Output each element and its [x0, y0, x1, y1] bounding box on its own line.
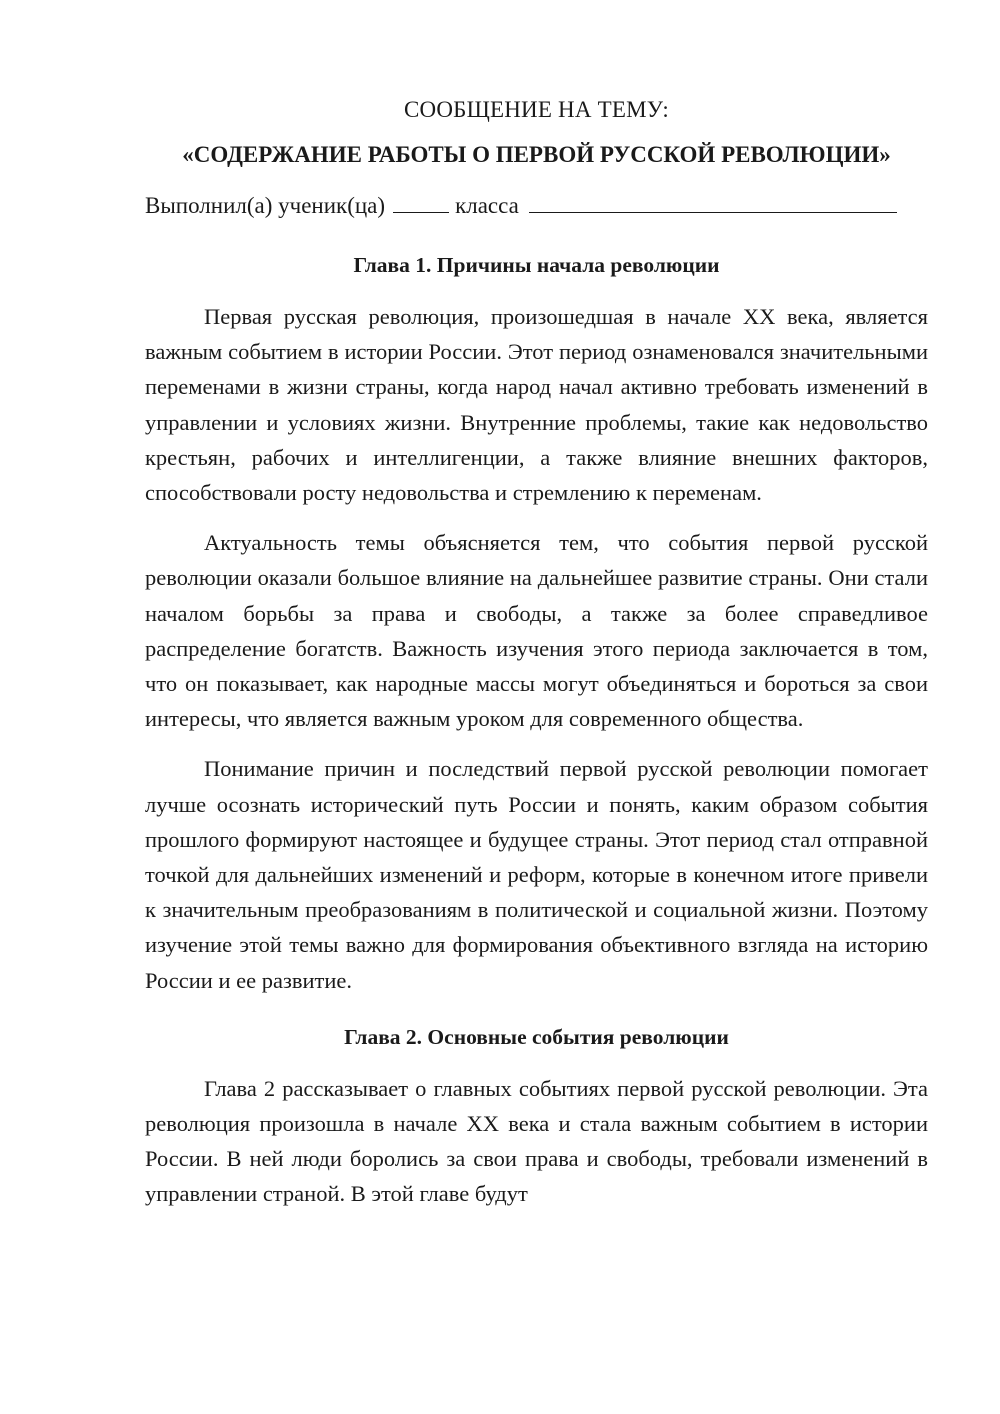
author-class-label: класса	[455, 193, 519, 218]
class-number-blank	[393, 190, 449, 213]
chapter-1-heading: Глава 1. Причины начала революции	[353, 253, 720, 277]
chapter-2-paragraph-1: Глава 2 рассказывает о главных событиях первой русской революции. Эта революция произошла в начале XX века и стала важным событием в истории России. В ней люди боролись за свои права и свободы, требовали изменений в управлении страной. В этой главе будут	[145, 1075, 928, 1207]
chapter-1-paragraph-1: Первая русская революция, произошедшая в начале XX века, является важным событием в истории России. Этот период ознаменовался значительными переменами в жизни страны, когда народ начал активно требовать изменений в управлении и условиях жизни. Внутренние проблемы, такие как недовольство крестьян, рабочих и интеллигенции, а также влияние внешних факторов, способствовали росту недовольства и стремлению к переменам.	[145, 304, 928, 506]
author-prefix: Выполнил(а) ученик(ца)	[145, 193, 386, 218]
document-title-line-2: «СОДЕРЖАНИЕ РАБОТЫ О ПЕРВОЙ РУССКОЙ РЕВОЛЮЦИИ»	[182, 142, 891, 167]
chapter-1-paragraph-3: Понимание причин и последствий первой русской революции помогает лучше осознать исторический путь России и понять, каким образом события прошлого формируют настоящее и будущее страны. Этот период стал отправной точкой для дальнейших изменений и реформ, которые в конечном итоге привели к значительным преобразованиям в политической и социальной жизни. Поэтому изучение этой темы важно для формирования объективного взгляда на историю России и ее развитие.	[145, 756, 928, 993]
author-name-blank	[529, 190, 897, 213]
chapter-1-paragraph-2: Актуальность темы объясняется тем, что события первой русской революции оказали большое влияние на дальнейшее развитие страны. Они стали началом борьбы за права и свободы, а также за более справедливое распределение богатств. Важность изучения этого периода заключается в том, что он показывает, как народные массы могут объединяться и бороться за свои интересы, что является важным уроком для современного общества.	[145, 530, 928, 732]
document-title-line-1: СООБЩЕНИЕ НА ТЕМУ:	[404, 97, 669, 122]
chapter-2-heading: Глава 2. Основные события революции	[344, 1024, 729, 1049]
author-line	[145, 189, 928, 223]
